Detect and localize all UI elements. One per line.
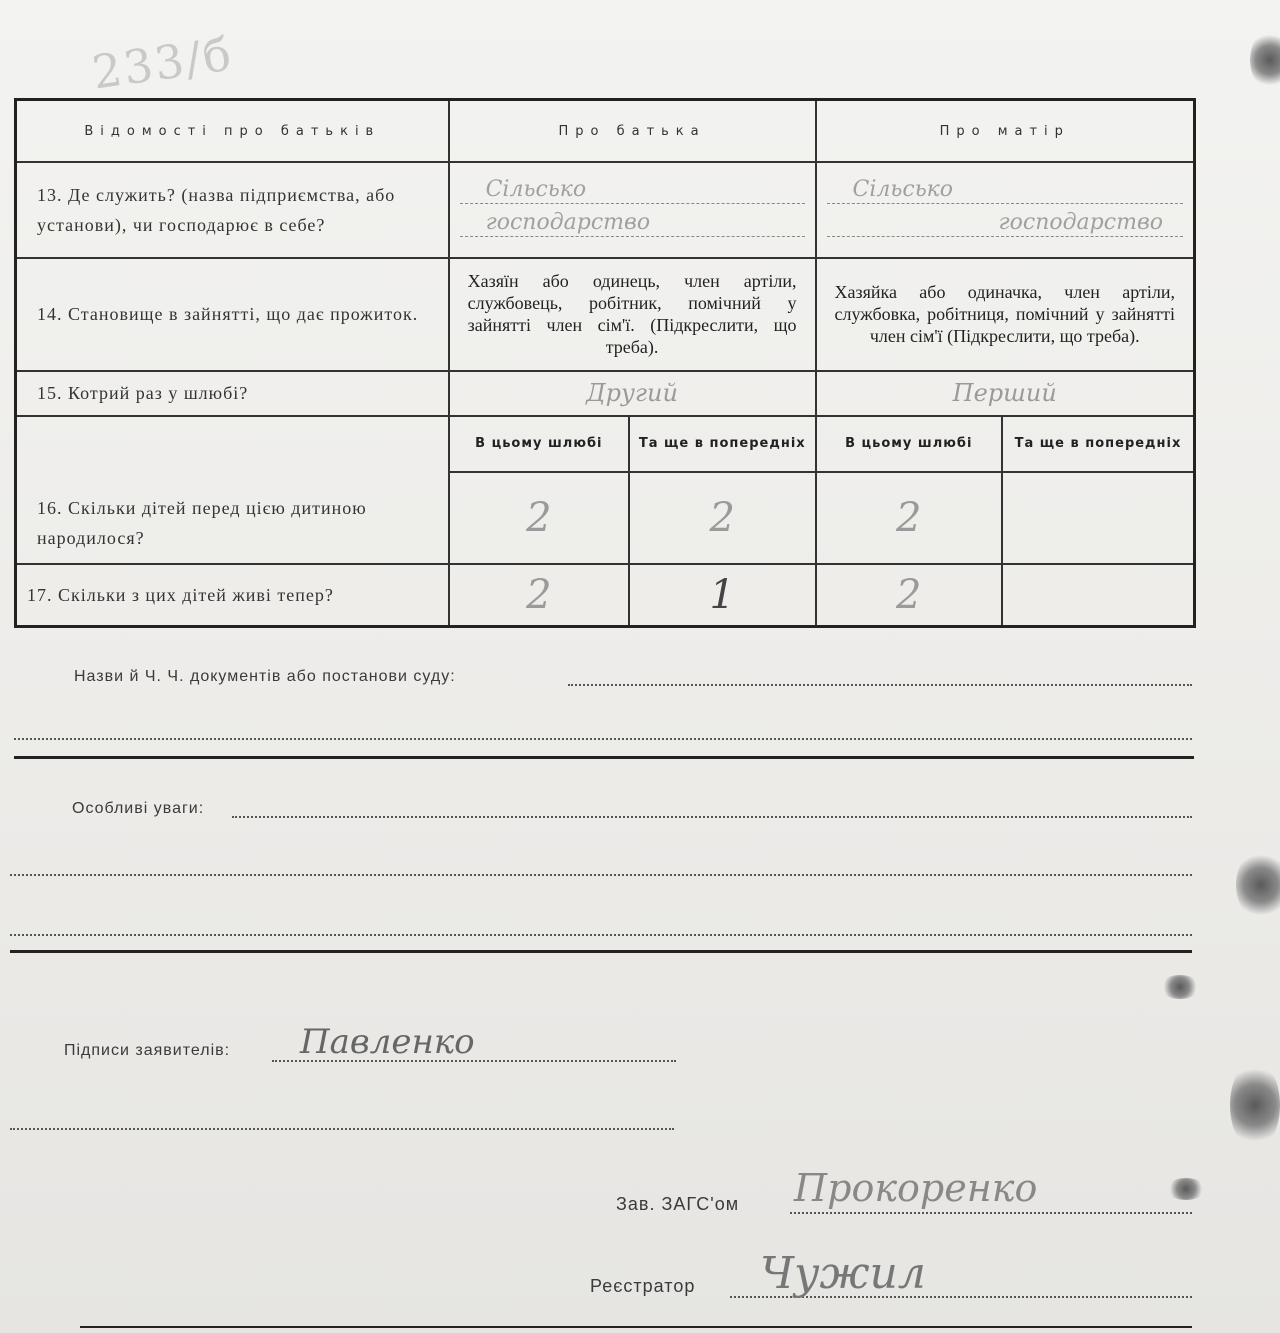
handwritten-value: Перший	[952, 379, 1057, 408]
question-text: Становище в зайнятті, що дає прожиток.	[68, 304, 419, 325]
documents-label: Назви й Ч. Ч. документів або постанови суду:	[74, 668, 456, 685]
notes-fill-line-2	[10, 874, 1192, 876]
subheader-father-previous: Та ще в попередніх	[629, 416, 815, 473]
question-number: 16.	[37, 497, 63, 518]
paper-stain	[1166, 1178, 1206, 1200]
father-alive-this: 2	[449, 564, 629, 627]
paper-stain	[1160, 975, 1200, 999]
mother-children-this: 2	[816, 472, 1002, 563]
question-13	[16, 162, 449, 257]
registrar-label: Реєстратор	[590, 1276, 696, 1296]
mother-alive-previous	[1002, 564, 1195, 627]
table-header-row	[16, 100, 1195, 163]
head-fill-line	[790, 1212, 1192, 1214]
father-alive-previous: 1	[629, 564, 815, 627]
handwritten-value: Другий	[586, 379, 678, 408]
parents-info-table	[14, 98, 1196, 628]
subheader-mother-previous: Та ще в попередніх	[1002, 416, 1195, 473]
table-subheader-row	[16, 416, 1195, 473]
header-about-father: Про батька	[449, 100, 816, 163]
mother-alive-this: 2	[816, 564, 1002, 627]
question-text: Котрий раз у шлюбі?	[68, 383, 249, 404]
signature-fill-line-2	[10, 1128, 674, 1130]
table-row-13	[16, 162, 1195, 257]
question-text: Скільки дітей перед цією дитиною народилося?	[37, 497, 367, 548]
mother-children-previous	[1002, 472, 1195, 563]
question-number: 13.	[37, 184, 63, 205]
question-17	[16, 564, 449, 627]
question-text: Скільки з цих дітей живі тепер?	[58, 584, 334, 605]
question-15	[16, 371, 449, 416]
father-children-previous: 2	[629, 472, 815, 563]
signatures-label: Підписи заявителів:	[64, 1042, 231, 1059]
mother-marriage-count	[816, 371, 1195, 416]
section-divider	[10, 950, 1192, 953]
section-divider	[14, 756, 1194, 759]
bottom-rule	[80, 1326, 1192, 1328]
archive-number: 233/б	[88, 26, 237, 100]
notes-fill-line-3	[10, 934, 1192, 936]
question-16	[16, 416, 449, 564]
subheader-father-this: В цьому шлюбі	[449, 416, 629, 473]
applicant-signature: Павленко	[300, 1022, 475, 1062]
paper-stain	[1236, 850, 1280, 920]
notes-fill-line	[232, 816, 1192, 818]
documents-fill-line-2	[14, 738, 1192, 740]
father-occupation-options: Хазяїн або одинець, член артіли, службовець, робітник, помічний у зайнятті член сім'ї. (Підкреслити, що треба).	[449, 258, 816, 372]
handwritten-value: Сільсько	[460, 177, 805, 204]
handwritten-value: господарство	[827, 210, 1183, 237]
handwritten-value: господарство	[460, 210, 805, 237]
table-row-17	[16, 564, 1195, 627]
mother-workplace	[816, 162, 1195, 257]
question-number: 17.	[27, 584, 53, 605]
father-workplace	[449, 162, 816, 257]
question-number: 15.	[37, 383, 63, 404]
header-parents-info: Відомості про батьків	[16, 100, 449, 163]
head-zags-label: Зав. ЗАГС'ом	[616, 1194, 740, 1214]
subheader-mother-this: В цьому шлюбі	[816, 416, 1002, 473]
question-text: Де служить? (назва підприємства, або установи), чи господарює в себе?	[37, 184, 396, 235]
paper-stain	[1250, 30, 1280, 90]
table-row-14	[16, 258, 1195, 372]
documents-fill-line	[568, 684, 1192, 686]
head-signature: Прокоренко	[794, 1166, 1038, 1210]
table-row-15	[16, 371, 1195, 416]
question-number: 14.	[37, 304, 63, 325]
registrar-signature: Чужил	[760, 1248, 926, 1299]
paper-stain	[1230, 1060, 1280, 1150]
header-about-mother: Про матір	[816, 100, 1195, 163]
handwritten-value: Сільсько	[827, 177, 1183, 204]
special-notes-label: Особливі уваги:	[72, 800, 205, 817]
father-marriage-count	[449, 371, 816, 416]
mother-occupation-options: Хазяйка або одиначка, член артіли, службовка, робітниця, помічний у зайнятті член сім'ї (Підкреслити, що треба).	[816, 258, 1195, 372]
question-14	[16, 258, 449, 372]
father-children-this: 2	[449, 472, 629, 563]
